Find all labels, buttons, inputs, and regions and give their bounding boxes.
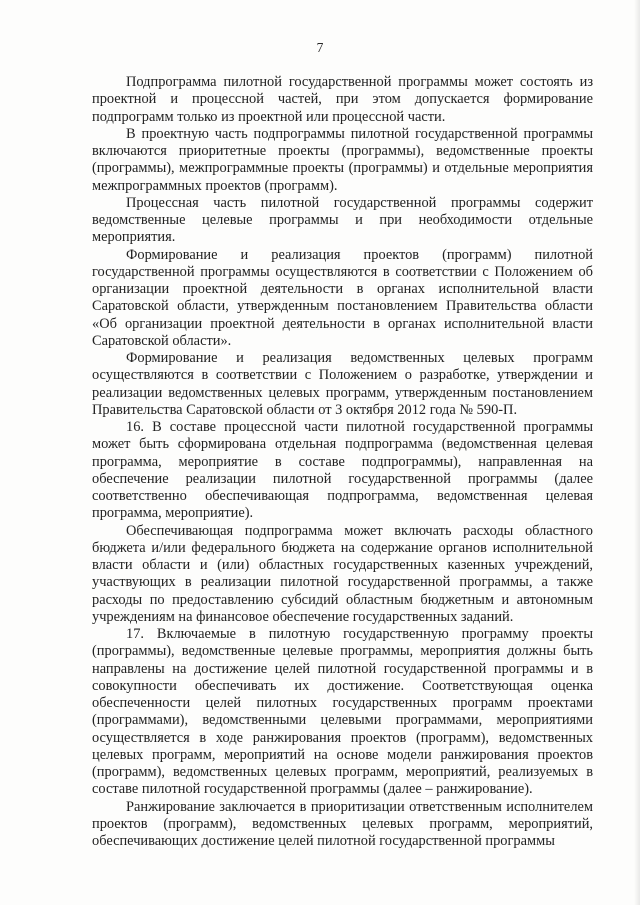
- paragraph-subprogram-structure: Подпрограмма пилотной государственной программы может состоять из проектной и процессной частей, при этом допускается формирование подпрограмм только из проектной или процессной части.: [92, 74, 593, 125]
- page-number: 7: [316, 40, 324, 55]
- scan-edge-shadow: [634, 0, 640, 905]
- paragraph-supporting-subprogram: Обеспечивающая подпрограмма может включать расходы областного бюджета и/или федерального бюджета на содержание органов исполнительной власти области и (или) областных государственных казенных учреждений, участвующих в реализации пилотной государственной программы, а также расходы по предоставлению субсидий областным бюджетным и автономным учреждениям на финансовое обеспечение государственных заданий.: [92, 522, 593, 625]
- document-body: [92, 74, 593, 850]
- paragraph-process-part: Процессная часть пилотной государственной программы содержит ведомственные целевые программы и при необходимости отдельные мероприятия.: [92, 194, 593, 246]
- paragraph-departmental-programs: Формирование и реализация ведомственных целевых программ осуществляются в соответствии с Положением о разработке, утверждении и реализации ведомственных целевых программ, утвержденным постановлением Правительства Саратовской области от 3 октября 2012 года № 590-П.: [92, 350, 593, 418]
- paragraph-project-part: В проектную часть подпрограммы пилотной государственной программы включаются приоритетные проекты (программы), ведомственные проекты (программы), межпрограммные проекты (программы) и отдельные мероприятия межпрограммных проектов (программ).: [92, 125, 593, 194]
- paragraph-ranking: Ранжирование заключается в приоритизации ответственным исполнителем проектов (программ), ведомственных целевых программ, мероприятий, обеспечивающих достижение целей пилотной государственной программы: [92, 798, 593, 849]
- paragraph-item-16: 16. В составе процессной части пилотной государственной программы может быть сформирована отдельная подпрограмма (ведомственная целевая программа, мероприятие в составе подпрограммы), направленная на обеспечение реализации пилотной государственной программы (далее соответственно обеспечивающая подпрограмма, ведомственная целевая программа, мероприятие).: [92, 419, 593, 522]
- paragraph-project-formation: Формирование и реализация проектов (программ) пилотной государственной программы осуществляются в соответствии с Положением об организации проектной деятельности в органах исполнительной власти Саратовской области, утвержденным постановлением Правительства области «Об организации проектной деятельности в органах исполнительной власти Саратовской области».: [92, 246, 593, 349]
- paragraph-item-17: 17. Включаемые в пилотную государственную программу проекты (программы), ведомственные целевые программы, мероприятия должны быть направлены на достижение целей пилотной государственной программы и в совокупности обеспечивать их достижение. Соответствующая оценка обеспеченности целей пилотных государственных программ проектами (программами), ведомственными целевыми программами, мероприятиями осуществляется в ходе ранжирования проектов (программ), ведомственных целевых программ, мероприятий на основе модели ранжирования проектов (программ), ведомственных целевых программ, мероприятий, реализуемых в составе пилотной государственной программы (далее – ранжирование).: [92, 626, 593, 798]
